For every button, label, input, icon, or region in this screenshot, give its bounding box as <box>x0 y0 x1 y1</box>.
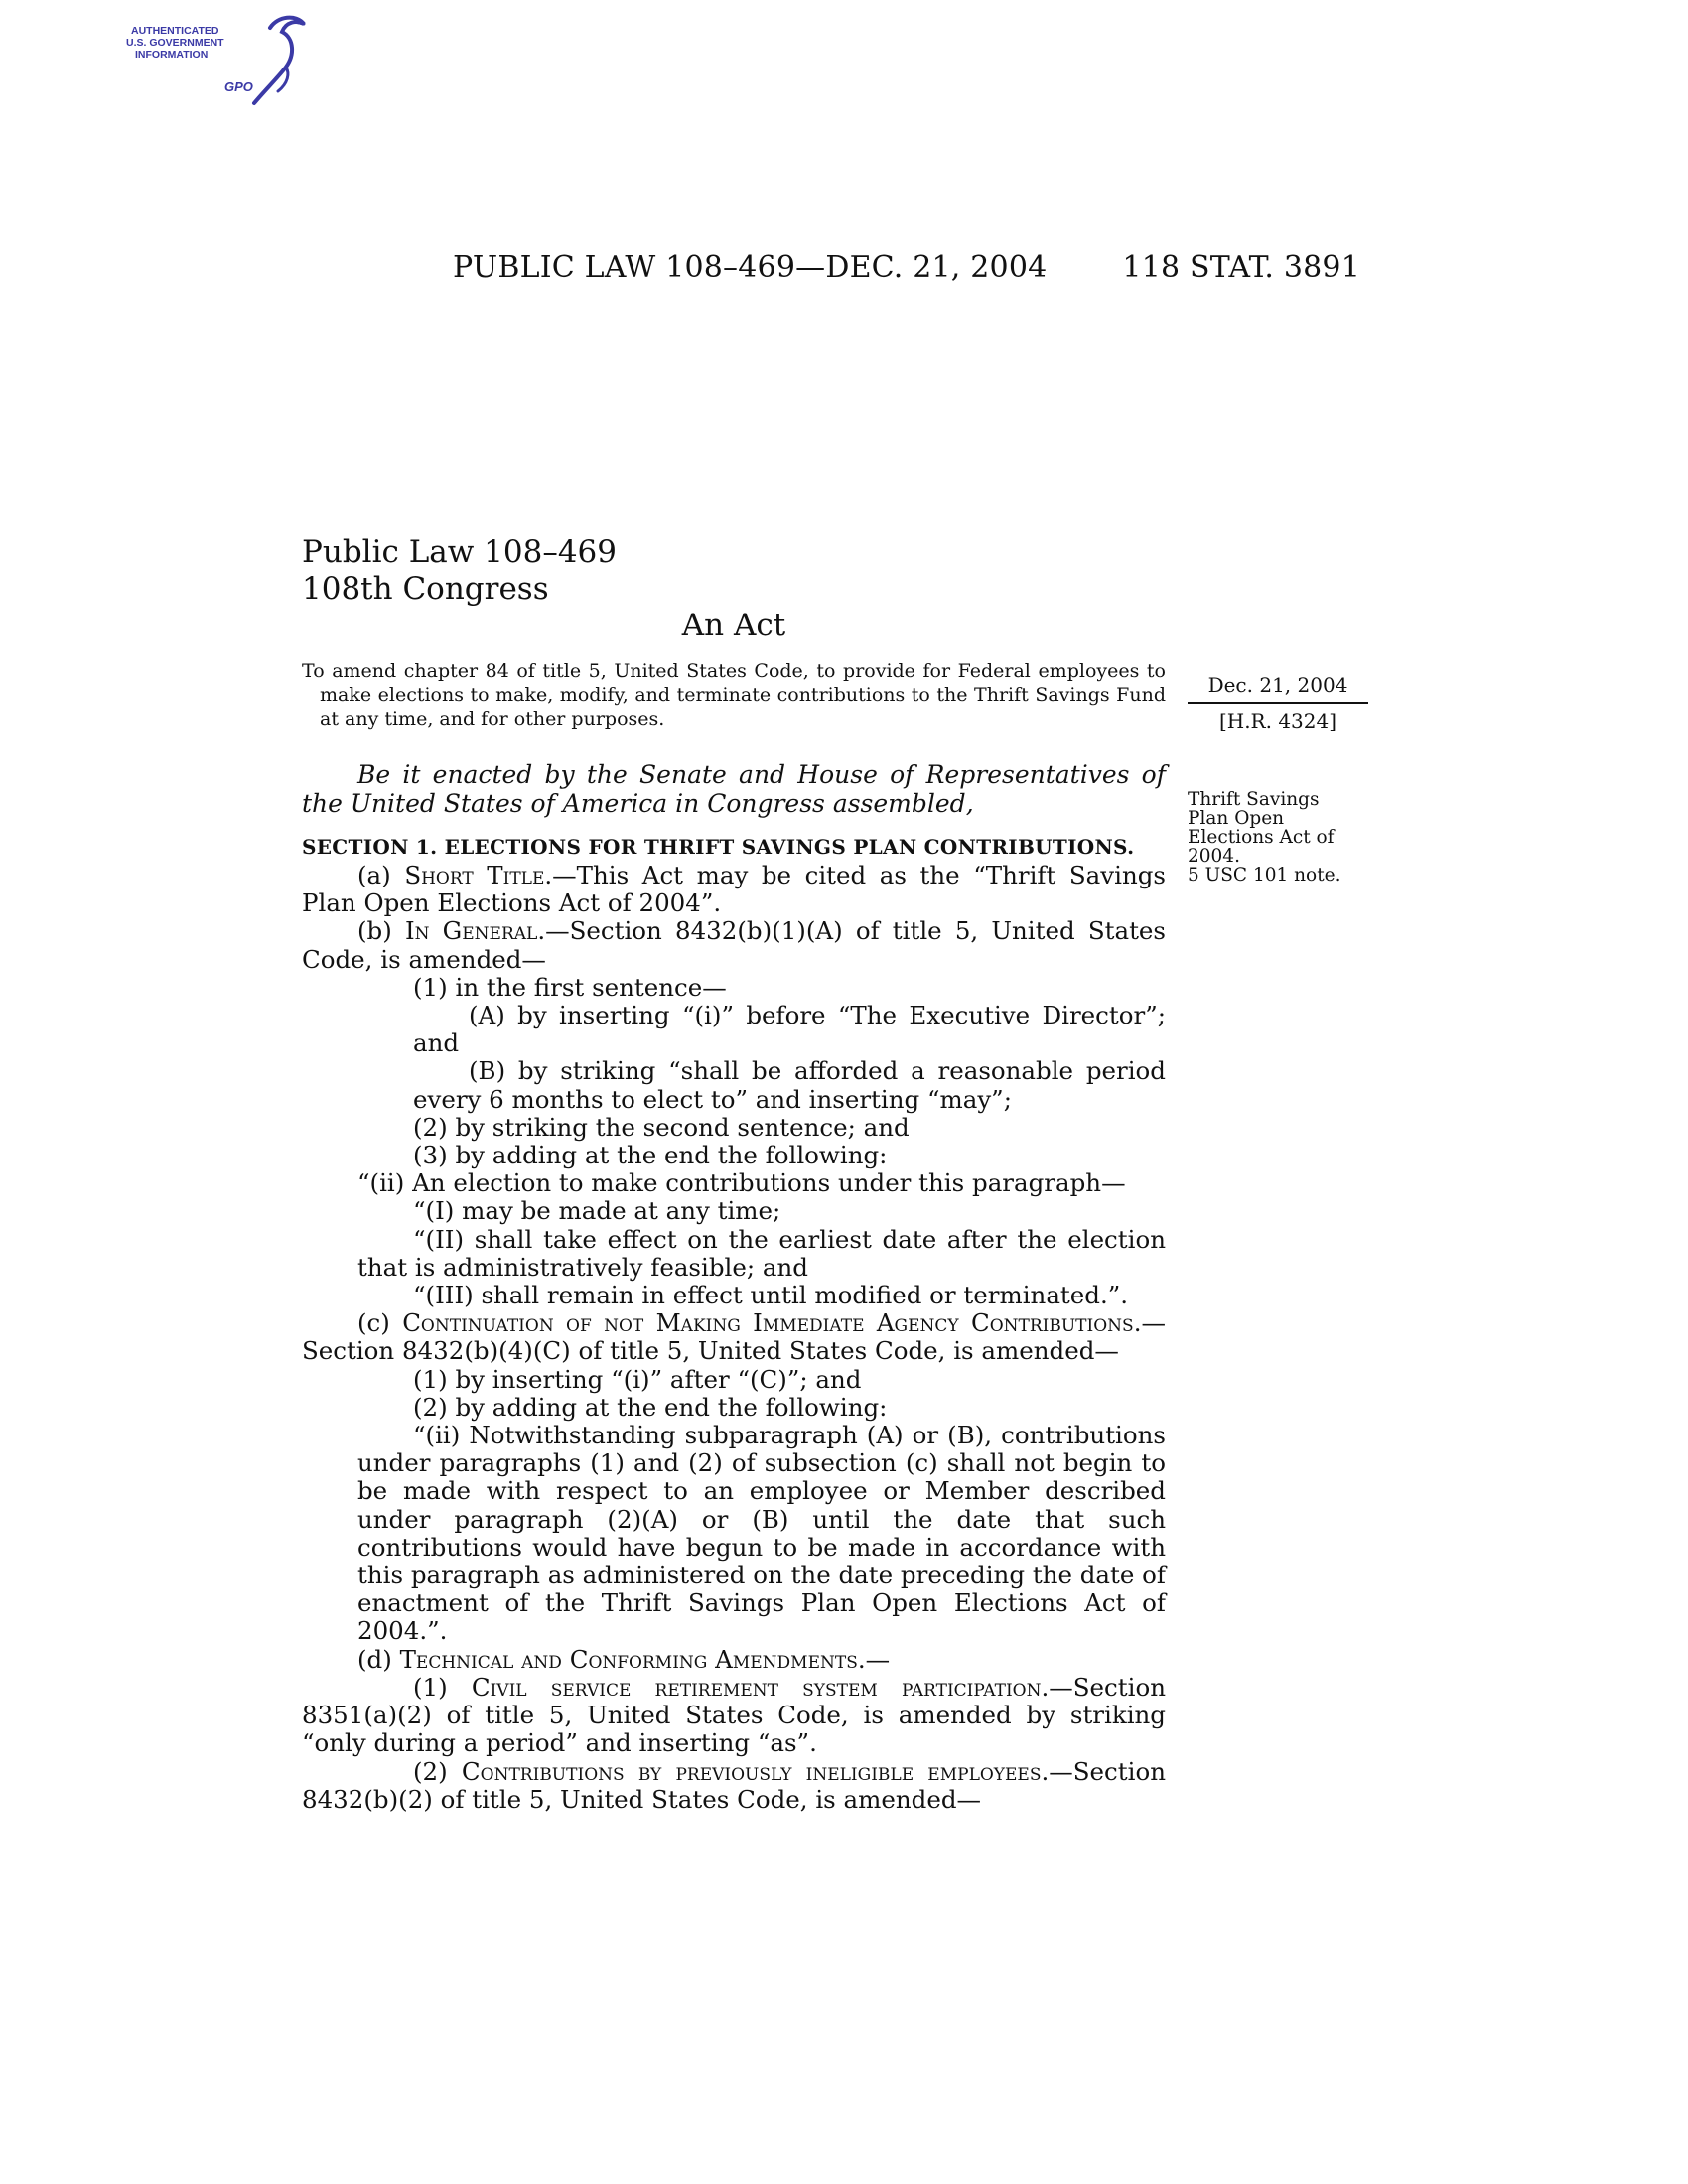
logo-line-1: AUTHENTICATED <box>131 25 219 37</box>
subsection-a-heading: Short Title <box>404 861 545 889</box>
quoted-subclause-I: “(I) may be made at any time; <box>413 1196 781 1226</box>
margin-note-line: Plan Open <box>1188 808 1285 829</box>
eagle-icon <box>254 18 304 103</box>
subsection-a-label: (a) <box>357 861 405 889</box>
subsection-c <box>302 1309 1166 1365</box>
margin-rule <box>1188 702 1368 704</box>
subsection-a-text: .—This Act may be cited as the “Thrift Savings Plan Open Elections Act of 2004”. <box>302 861 1167 918</box>
subsection-c-paragraph-1: (1) by inserting “(i)” after “(C)”; and <box>413 1364 862 1394</box>
margin-bill-number: [H.R. 4324] <box>1218 709 1337 733</box>
logo-line-3: INFORMATION <box>135 49 209 61</box>
subsection-c-label: (c) <box>357 1308 403 1338</box>
margin-note-line: Thrift Savings <box>1188 789 1320 810</box>
subsection-b-paragraph-1: (1) in the first sentence— <box>413 972 727 1002</box>
subsection-b-paragraph-1B: (B) by striking “shall be afforded a reasonable period every 6 months to elect to” and inserting “may”; <box>413 1056 1166 1114</box>
logo-line-2: U.S. GOVERNMENT <box>126 37 224 49</box>
margin-date: Dec. 21, 2004 <box>1207 673 1348 697</box>
running-head-stat-page: 118 STAT. 3891 <box>1122 250 1360 285</box>
subsection-d-p2-heading: Contributions by previously ineligible employees <box>461 1756 1042 1786</box>
subsection-b-paragraph-3: (3) by adding at the end the following: <box>413 1141 888 1170</box>
subsection-d <box>302 1646 1166 1674</box>
subsection-c-text: .—Section 8432(b)(4)(C) of title 5, United States Code, is amended— <box>302 1308 1166 1366</box>
running-head-title: PUBLIC LAW 108–469—DEC. 21, 2004 <box>453 250 1048 285</box>
subsection-d-heading: Technical and Conforming Amendments <box>399 1644 858 1674</box>
gpo-authentication-logo <box>119 8 318 107</box>
law-title-block <box>302 534 617 608</box>
section-1-heading: SECTION 1. ELECTIONS FOR THRIFT SAVINGS PLAN CONTRIBUTIONS. <box>302 835 1135 859</box>
subsection-b-paragraph-2: (2) by striking the second sentence; and <box>413 1112 910 1142</box>
margin-note-line: Elections Act of <box>1188 827 1335 848</box>
subsection-d-p2-label: (2) <box>413 1756 462 1786</box>
subsection-b-heading: In General <box>404 916 538 946</box>
subsection-d-p1-label: (1) <box>413 1672 472 1702</box>
subsection-b-text: .—Section 8432(b)(1)(A) of title 5, United States Code, is amended— <box>302 916 1166 974</box>
congress-number: 108th Congress <box>302 571 549 607</box>
subsection-d-text: .— <box>857 1644 891 1674</box>
subsection-d-paragraph-1 <box>302 1674 1166 1758</box>
subsection-b-label: (b) <box>357 916 405 946</box>
subsection-c-heading: Continuation of not Making Immediate Agency Contributions <box>402 1308 1134 1338</box>
margin-note-short-title <box>1188 790 1368 885</box>
subsection-d-label: (d) <box>357 1644 400 1674</box>
subsection-a <box>302 862 1166 917</box>
public-law-number: Public Law 108–469 <box>302 534 618 570</box>
quoted-subclause-II: “(II) shall take effect on the earliest date after the election that is administratively feasible; and <box>357 1224 1166 1282</box>
quoted-clause-ii: “(ii) An election to make contributions under this paragraph— <box>357 1168 1126 1198</box>
quoted-clause-c-ii: “(ii) Notwithstanding subparagraph (A) or (B), contributions under paragraphs (1) and (2) of subsection (c) shall not begin to be made with respect to an employee or Member described under paragraph (2)(A) or (B) until the date that such contributions would have begun to be made in accordance with this paragraph as administered on the date preceding the date of enactment of the Thrift Savings Plan Open Elections Act of 2004.”. <box>357 1421 1166 1646</box>
purpose-statement: To amend chapter 84 of title 5, United States Code, to provide for Federal employees to make elections to make, modify, and terminate contributions to the Thrift Savings Fund at any time, and for other purposes. <box>302 660 1166 730</box>
quoted-subclause-III: “(III) shall remain in effect until modified or terminated.”. <box>413 1281 1129 1310</box>
act-heading: An Act <box>681 608 786 643</box>
main-text-column <box>302 659 1166 1814</box>
margin-note-line: 2004. <box>1188 846 1240 867</box>
logo-mark: GPO <box>224 79 253 94</box>
subsection-b-paragraph-1A: (A) by inserting “(i)” before “The Executive Director”; and <box>413 1001 1166 1058</box>
subsection-d-p1-text: .—Section 8351(a)(2) of title 5, United States Code, is amended by striking “only during a period” and inserting “as”. <box>302 1672 1166 1758</box>
subsection-d-p2-text: .—Section 8432(b)(2) of title 5, United States Code, is amended— <box>302 1756 1166 1814</box>
subsection-b <box>302 917 1166 973</box>
enacting-clause: Be it enacted by the Senate and House of Representatives of the United States of America in Congress assembled, <box>302 760 1166 818</box>
margin-note-line: 5 USC 101 note. <box>1188 865 1341 886</box>
subsection-c-paragraph-2: (2) by adding at the end the following: <box>413 1392 888 1422</box>
logo-graphic <box>119 8 318 107</box>
subsection-d-p1-heading: Civil service retirement system participation <box>471 1672 1042 1702</box>
subsection-d-paragraph-2 <box>302 1758 1166 1814</box>
